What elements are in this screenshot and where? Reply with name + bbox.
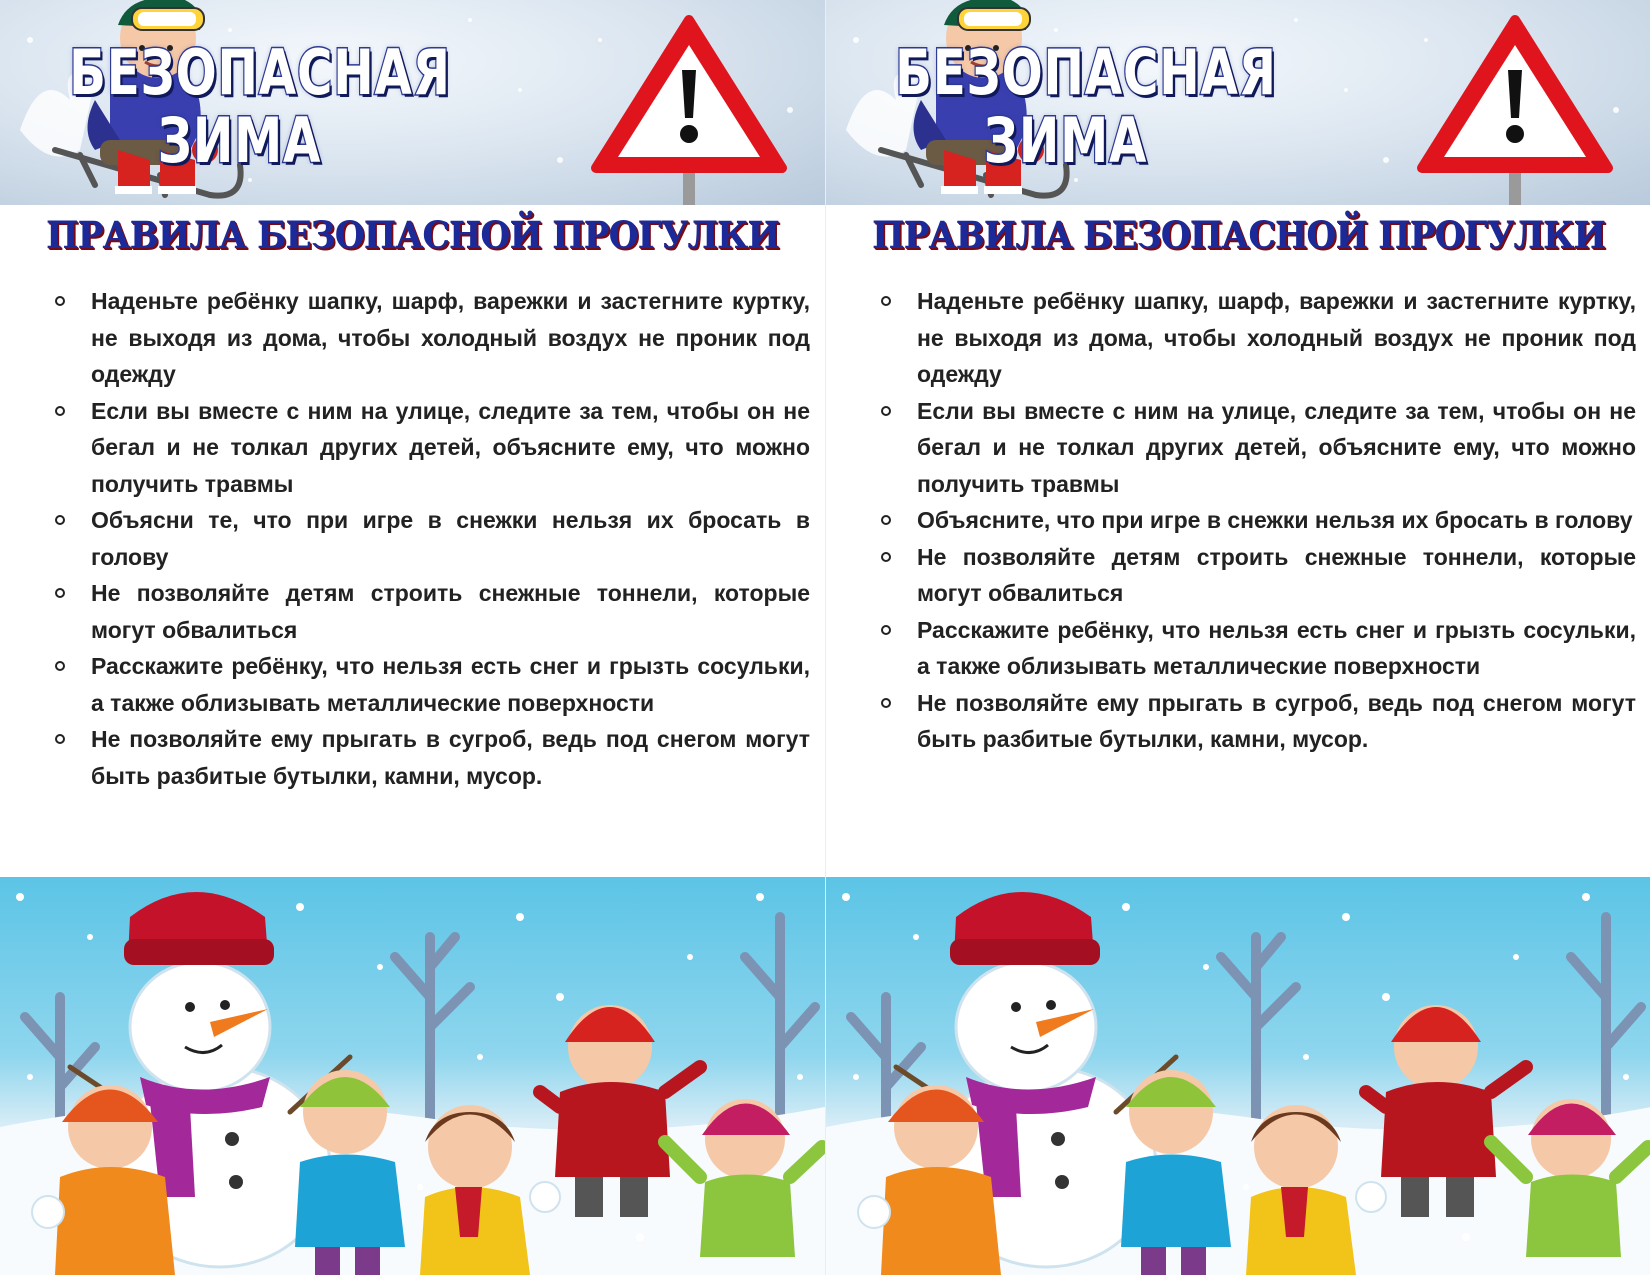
banner: [826, 0, 1650, 205]
hollow-circle-bullet-icon: [55, 296, 65, 306]
hollow-circle-bullet-icon: [55, 661, 65, 671]
rule-text: Не позволяйте ему прыгать в сугроб, ведь под снегом могут быть разбитые бутылки, камни, мусор.: [917, 689, 1636, 752]
rule-text: Объясните, что при игре в снежки нельзя их бросать в голову: [917, 507, 1633, 533]
hollow-circle-bullet-icon: [55, 588, 65, 598]
rule-text: Объясни те, что при игре в снежки нельзя их бросать в голову: [91, 507, 810, 570]
list-item: [54, 648, 810, 721]
list-item: [880, 685, 1636, 758]
rule-text: Не позволяйте детям строить снежные тоннели, которые могут обвалиться: [91, 580, 810, 643]
banner-title-line-2: ЗИМА: [983, 104, 1148, 177]
warning-sign-icon: [1422, 20, 1608, 205]
list-item: [880, 393, 1636, 503]
snowman-and-children-illustration: [0, 877, 825, 1275]
list-item: [54, 575, 810, 648]
list-item: [54, 283, 810, 393]
rules-list: [54, 283, 810, 794]
list-item: [880, 539, 1636, 612]
hollow-circle-bullet-icon: [881, 515, 891, 525]
rule-text: Наденьте ребёнку шапку, шарф, варежки и застегните куртку, не выходя из дома, чтобы холодный воздух не проник под одежду: [91, 288, 810, 387]
hollow-circle-bullet-icon: [55, 406, 65, 416]
hollow-circle-bullet-icon: [55, 734, 65, 744]
list-item: [54, 721, 810, 794]
snowman-and-children-illustration: [826, 877, 1650, 1275]
rule-text: Не позволяйте ему прыгать в сугроб, ведь под снегом могут быть разбитые бутылки, камни, мусор.: [91, 726, 810, 789]
hollow-circle-bullet-icon: [881, 625, 891, 635]
rule-text: Если вы вместе с ним на улице, следите за тем, чтобы он не бегал и не толкал других детей, объясните ему, что можно получить травмы: [91, 397, 810, 497]
rule-text: Расскажите ребёнку, что нельзя есть снег и грызть сосульки, а также облизывать металлические поверхности: [91, 653, 810, 716]
banner-title-line-1: БЕЗОПАСНАЯ: [895, 36, 1277, 109]
rule-text: Расскажите ребёнку, что нельзя есть снег и грызть сосульки, а также облизывать металлические поверхности: [917, 616, 1636, 679]
rule-text: Наденьте ребёнку шапку, шарф, варежки и застегните куртку, не выходя из дома, чтобы холодный воздух не проник под одежду: [917, 288, 1636, 387]
hollow-circle-bullet-icon: [881, 698, 891, 708]
list-item: [880, 283, 1636, 393]
list-item: [880, 502, 1636, 539]
list-item: [54, 393, 810, 503]
page-title: ПРАВИЛА БЕЗОПАСНОЙ ПРОГУЛКИ: [46, 213, 779, 257]
rule-text: Если вы вместе с ним на улице, следите за тем, чтобы он не бегал и не толкал других детей, объясните ему, что можно получить травмы: [917, 397, 1636, 497]
list-item: [54, 502, 810, 575]
banner-title-line-1: БЕЗОПАСНАЯ: [69, 36, 451, 109]
hollow-circle-bullet-icon: [55, 515, 65, 525]
rules-list: [880, 283, 1636, 758]
banner: [0, 0, 825, 205]
page-title: ПРАВИЛА БЕЗОПАСНОЙ ПРОГУЛКИ: [872, 213, 1605, 257]
rule-text: Не позволяйте детям строить снежные тоннели, которые могут обвалиться: [917, 543, 1636, 606]
banner-title-line-2: ЗИМА: [157, 104, 322, 177]
warning-sign-icon: [596, 20, 782, 205]
hollow-circle-bullet-icon: [881, 296, 891, 306]
leaflet-panel-right: [825, 0, 1650, 1275]
hollow-circle-bullet-icon: [881, 552, 891, 562]
hollow-circle-bullet-icon: [881, 406, 891, 416]
list-item: [880, 612, 1636, 685]
